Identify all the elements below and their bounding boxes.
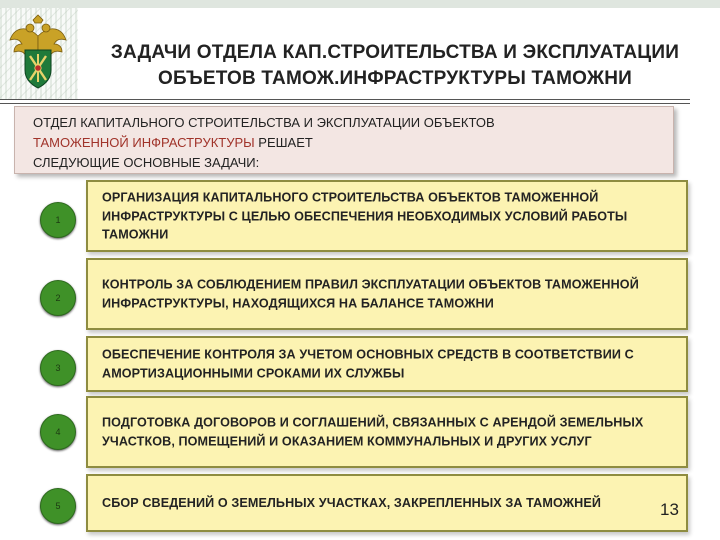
task-text-3: ОБЕСПЕЧЕНИЕ КОНТРОЛЯ ЗА УЧЕТОМ ОСНОВНЫХ СРЕДСТВ В СООТВЕТСТВИИ С АМОРТИЗАЦИОННЫМИ СРОКАМИ ИХ СЛУЖБЫ: [102, 347, 634, 380]
intro-line-1: ОТДЕЛ КАПИТАЛЬНОГО СТРОИТЕЛЬСТВА И ЭКСПЛУАТАЦИИ ОБЪЕКТОВ: [33, 115, 495, 130]
task-text-1: ОРГАНИЗАЦИЯ КАПИТАЛЬНОГО СТРОИТЕЛЬСТВА ОБЪЕКТОВ ТАМОЖЕННОЙ ИНФРАСТРУКТУРЫ С ЦЕЛЬЮ ОБЕСПЕЧЕНИЯ НЕОБХОДИМЫХ УСЛОВИЙ РАБОТЫ ТАМОЖНИ: [102, 190, 628, 242]
title-line-2: ОБЪЕТОВ ТАМОЖ.ИНФРАСТРУКТУРЫ ТАМОЖНИ: [158, 68, 632, 89]
page-number: 13: [660, 500, 679, 519]
task-row-3: [86, 336, 688, 392]
task-text-5: СБОР СВЕДЕНИЙ О ЗЕМЕЛЬНЫХ УЧАСТКАХ, ЗАКРЕПЛЕННЫХ ЗА ТАМОЖНЕЙ: [102, 495, 602, 510]
task-row-1: [86, 180, 688, 252]
task-text-4: ПОДГОТОВКА ДОГОВОРОВ И СОГЛАШЕНИЙ, СВЯЗАННЫХ С АРЕНДОЙ ЗЕМЕЛЬНЫХ УЧАСТКОВ, ПОМЕЩЕНИЙ И ОКАЗАНИЕМ КОММУНАЛЬНЫХ И ДРУГИХ УСЛУГ: [102, 415, 644, 448]
task-row-4: [86, 396, 688, 468]
task-text-2: КОНТРОЛЬ ЗА СОБЛЮДЕНИЕМ ПРАВИЛ ЭКСПЛУАТАЦИИ ОБЪЕКТОВ ТАМОЖЕННОЙ ИНФРАСТРУКТУРЫ, НАХОДЯЩИХСЯ НА БАЛАНСЕ ТАМОЖНИ: [102, 277, 639, 310]
task-bullet-4: 4: [40, 414, 76, 450]
task-row-2: [86, 258, 688, 330]
intro-line-3: СЛЕДУЮЩИЕ ОСНОВНЫЕ ЗАДАЧИ:: [33, 155, 260, 170]
title-line-1: ЗАДАЧИ ОТДЕЛА КАП.СТРОИТЕЛЬСТВА И ЭКСПЛУАТАЦИИ: [110, 42, 680, 63]
task-bullet-5: 5: [40, 488, 76, 524]
task-row-5: [86, 474, 688, 532]
task-bullet-2: 2: [40, 280, 76, 316]
intro-line-2-rest: РЕШАЕТ: [254, 135, 313, 150]
task-bullet-3: 3: [40, 350, 76, 386]
task-bullet-1: 1: [40, 202, 76, 238]
intro-highlight: ТАМОЖЕННОЙ ИНФРАСТРУКТУРЫ: [33, 135, 255, 150]
